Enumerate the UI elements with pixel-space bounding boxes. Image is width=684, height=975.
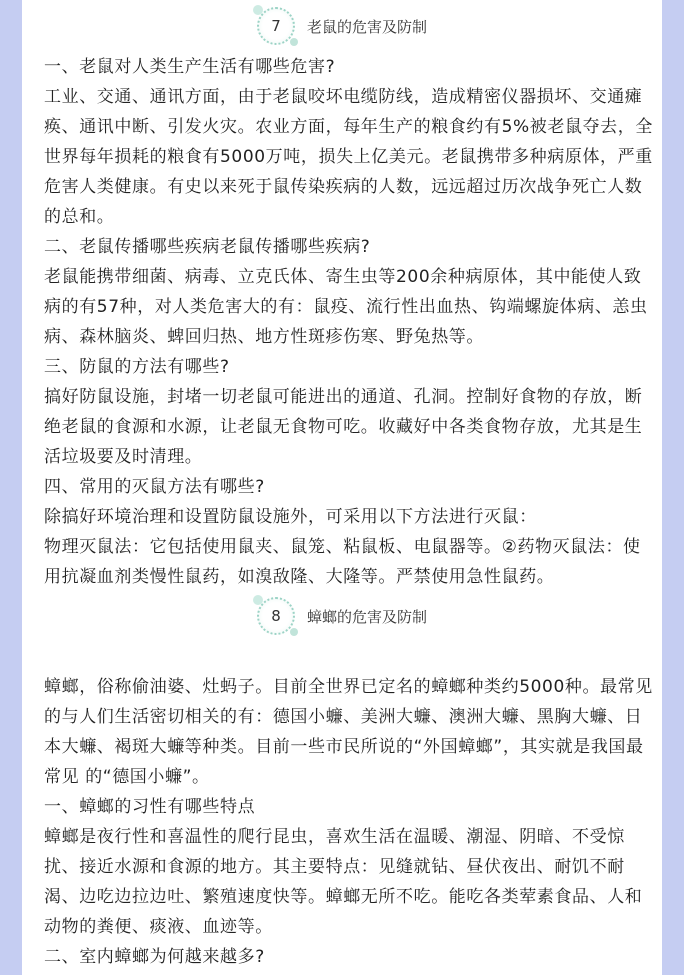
question-heading: 一、蟑螂的习性有哪些特点 (44, 797, 256, 817)
section-number: 8 (271, 607, 281, 625)
question-heading: 一、老鼠对人类生产生活有哪些危害? (44, 57, 336, 77)
question-heading: 二、室内蟑螂为何越来越多? (44, 947, 265, 967)
paragraph: 蟑螂是夜行性和喜温性的爬行昆虫，喜欢生活在温暖、潮湿、阴暗、不受惊扰、接近水源和食源的地方。其主要特点：见缝就钻、昼伏夜出、耐饥不耐渴、边吃边拉边吐、繁殖速度快等。蟑螂无所不吃。能吃各类荤素食品、人和动物的粪便、痰液、血迹等。 (44, 827, 643, 937)
section-8-body (44, 672, 658, 972)
question-heading: 四、常用的灭鼠方法有哪些? (44, 477, 265, 497)
paragraph: 老鼠能携带细菌、病毒、立克氏体、寄生虫等200余种病原体，其中能使人致病的有57种，对人类危害大的有：鼠疫、流行性出血热、钩端螺旋体病、恙虫病、森林脑炎、蜱回归热、地方性斑疹伤寒、野兔热等。 (44, 267, 648, 347)
section-number: 7 (271, 17, 281, 35)
paragraph: 除搞好环境治理和设置防鼠设施外，可采用以下方法进行灭鼠： (44, 507, 537, 527)
paragraph: 搞好防鼠设施，封堵一切老鼠可能进出的通道、孔洞。控制好食物的存放，断绝老鼠的食源和水源，让老鼠无食物可吃。收藏好中各类食物存放，尤其是生活垃圾要及时清理。 (44, 387, 643, 467)
section-title: 蟑螂的危害及防制 (306, 607, 427, 626)
section-7-body (44, 52, 658, 592)
left-border-bar (0, 0, 22, 975)
section-header-7 (22, 4, 662, 48)
right-border-bar (662, 0, 684, 975)
section-number-badge (257, 597, 295, 635)
question-heading: 三、防鼠的方法有哪些? (44, 357, 230, 377)
question-heading: 二、老鼠传播哪些疾病老鼠传播哪些疾病? (44, 237, 371, 257)
section-number-badge (257, 7, 295, 45)
section-title: 老鼠的危害及防制 (306, 17, 427, 36)
paragraph: 蟑螂，俗称偷油婆、灶蚂子。目前全世界已定名的蟑螂种类约5000种。最常见的与人们生活密切相关的有：德国小蠊、美洲大蠊、澳洲大蠊、黑胸大蠊、日本大蠊、褐斑大蠊等种类。目前一些市民所说的“外国蟑螂”，其实就是我国最常见 的“德国小蠊”。 (44, 677, 653, 787)
paragraph: 物理灭鼠法：它包括使用鼠夹、鼠笼、粘鼠板、电鼠器等。②药物灭鼠法：使用抗凝血剂类慢性鼠药，如溴敌隆、大隆等。严禁使用急性鼠药。 (44, 537, 641, 587)
paragraph: 工业、交通、通讯方面，由于老鼠咬坏电缆防线，造成精密仪器损坏、交通瘫痪、通讯中断、引发火灾。农业方面，每年生产的粮食约有5%被老鼠夺去，全世界每年损耗的粮食有5000万吨，损失上亿美元。老鼠携带多种病原体，严重危害人类健康。有史以来死于鼠传染疾病的人数，远远超过历次战争死亡人数的总和。 (44, 87, 653, 227)
section-header-8 (22, 594, 662, 638)
article-page (22, 0, 662, 975)
